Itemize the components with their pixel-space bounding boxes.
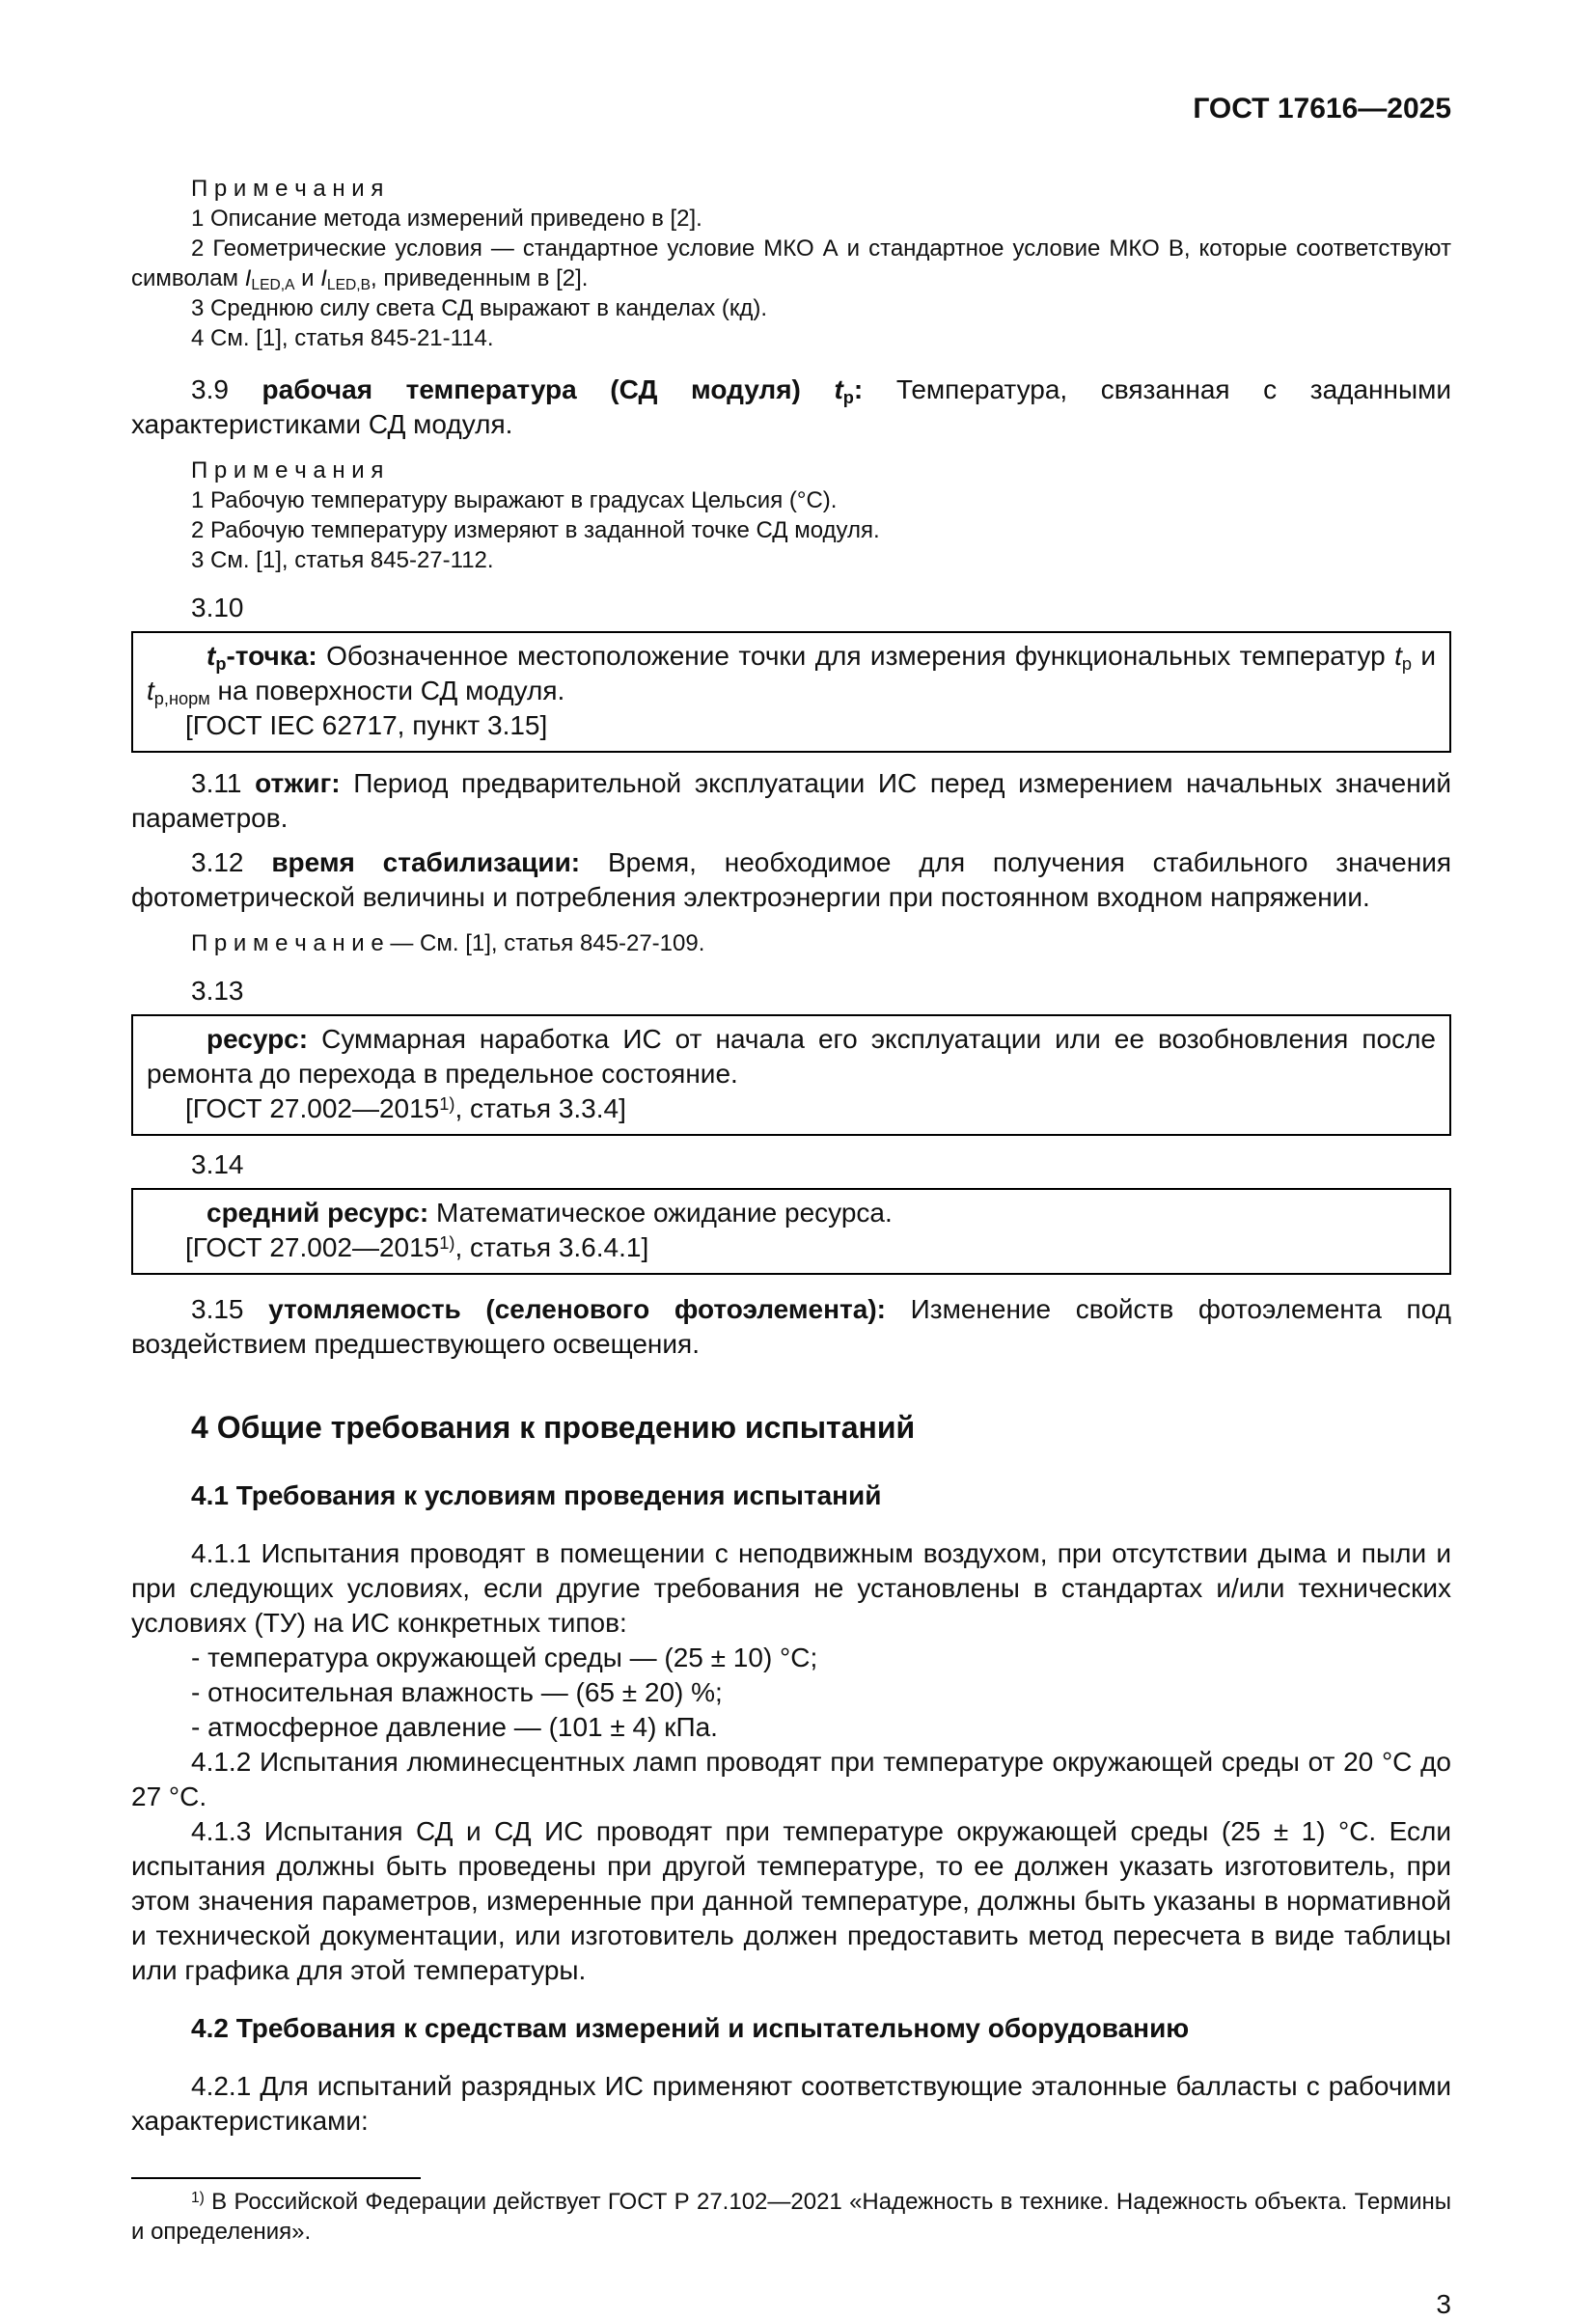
subsection-4-2-heading: 4.2 Требования к средствам измерений и испытательному оборудованию: [191, 2013, 1190, 2043]
page-number: 3: [1436, 2289, 1451, 2319]
clause-3-15: 3.15 утомляемость (селенового фотоэлемента): Изменение свойств фотоэлемента под воздействием предшествующего освещения.: [131, 1294, 1451, 1359]
notes-block-3-8: [131, 174, 1451, 353]
notes-title: П р и м е ч а н и я: [191, 176, 384, 202]
definition-source: [ГОСТ 27.002—2015$^{1)}$, статья 3.3.4]: [185, 1093, 626, 1123]
definition-text: средний ресурс: Математическое ожидание ресурса.: [206, 1198, 893, 1228]
note-item: 4 См. [1], статья 845-21-114.: [191, 325, 494, 351]
section-4-heading: 4 Общие требования к проведению испытаний: [191, 1410, 916, 1445]
definition-source: [ГОСТ IEC 62717, пункт 3.15]: [185, 710, 548, 740]
note-item: 1 Рабочую температуру выражают в градусах Цельсия (°С).: [191, 487, 838, 513]
definition-box-3-14: [131, 1188, 1451, 1275]
note-3-12: П р и м е ч а н и е — См. [1], статья 845-27-109.: [191, 930, 705, 956]
doc-number: ГОСТ 17616—2025: [1193, 93, 1451, 124]
definition-text: $t_р$-точка: Обозначенное местоположение точки для измерения функциональных температур $t_р$ и $t_{р,норм}$ на поверхности СД модуля.: [147, 641, 1437, 709]
page-header: [131, 93, 1451, 125]
footnote: [131, 2177, 1451, 2247]
note-item: 2 Рабочую температуру измеряют в заданной точке СД модуля.: [191, 517, 880, 543]
note-item: 2 Геометрические условия — стандартное условие МКО А и стандартное условие МКО В, которые соответствуют символам $I_{LED,A}$ и $I_{LED,B}$, приведенным в [2].: [131, 235, 1451, 294]
subsection-4-1-heading: 4.1 Требования к условиям проведения испытаний: [191, 1480, 882, 1510]
clause-3-9: 3.9 рабочая температура (СД модуля) $t_р$: Температура, связанная с заданными характеристиками СД модуля.: [131, 374, 1451, 439]
notes-title: П р и м е ч а н и я: [191, 457, 384, 483]
paragraph-4-1-1: 4.1.1 Испытания проводят в помещении с неподвижным воздухом, при отсутствии дыма и пыли и при следующих условиях, если другие требования не установлены в стандартах и/или технических условиях (ТУ) на ИС конкретных типов:: [131, 1538, 1451, 1638]
notes-block-3-9: [131, 456, 1451, 575]
definition-source: [ГОСТ 27.002—2015$^{1)}$, статья 3.6.4.1]: [185, 1232, 649, 1262]
paragraph-4-1-3: 4.1.3 Испытания СД и СД ИС проводят при температуре окружающей среды (25 ± 1) °С. Если испытания должны быть проведены при другой температуре, то ее должен указать изготовитель, при этом значения параметров, измеренные при данной температуре, должны быть указаны в нормативной и технической документации, или изготовитель должен предоставить метод пересчета в виде таблицы или графика для этой температуры.: [131, 1816, 1451, 1985]
definition-text: ресурс: Суммарная наработка ИС от начала его эксплуатации или ее возобновления после ремонта до перехода в предельное состояние.: [147, 1024, 1436, 1089]
note-item: 3 См. [1], статья 845-27-112.: [191, 547, 494, 573]
definition-box-3-13: [131, 1014, 1451, 1136]
clause-3-11: 3.11 отжиг: Период предварительной эксплуатации ИС перед измерением начальных значений параметров.: [131, 768, 1451, 833]
list-item-humidity: - относительная влажность — (65 ± 20) %;: [191, 1677, 723, 1707]
note-item: 3 Среднюю силу света СД выражают в канделах (кд).: [191, 295, 768, 321]
paragraph-4-1-2: 4.1.2 Испытания люминесцентных ламп проводят при температуре окружающей среды от 20 °С до 27 °С.: [131, 1747, 1451, 1811]
clause-label-3-10: 3.10: [191, 593, 244, 622]
paragraph-4-2-1: 4.2.1 Для испытаний разрядных ИС применяют соответствующие эталонные балласты с рабочими характеристиками:: [131, 2071, 1451, 2136]
footnote-text: $^{1)}$ В Российской Федерации действует ГОСТ Р 27.102—2021 «Надежность в технике. Надежность объекта. Термины и определения».: [131, 2189, 1451, 2245]
note-item: 1 Описание метода измерений приведено в [2].: [191, 206, 702, 232]
clause-label-3-14: 3.14: [191, 1149, 244, 1179]
clause-label-3-13: 3.13: [191, 976, 244, 1006]
footnote-rule: [131, 2177, 421, 2179]
clause-3-12: 3.12 время стабилизации: Время, необходимое для получения стабильного значения фотометрической величины и потребления электроэнергии при постоянном входном напряжении.: [131, 847, 1451, 912]
list-item-temperature: - температура окружающей среды — (25 ± 10) °С;: [191, 1643, 818, 1672]
list-item-pressure: - атмосферное давление — (101 ± 4) кПа.: [191, 1712, 718, 1742]
definition-box-3-10: [131, 631, 1451, 753]
